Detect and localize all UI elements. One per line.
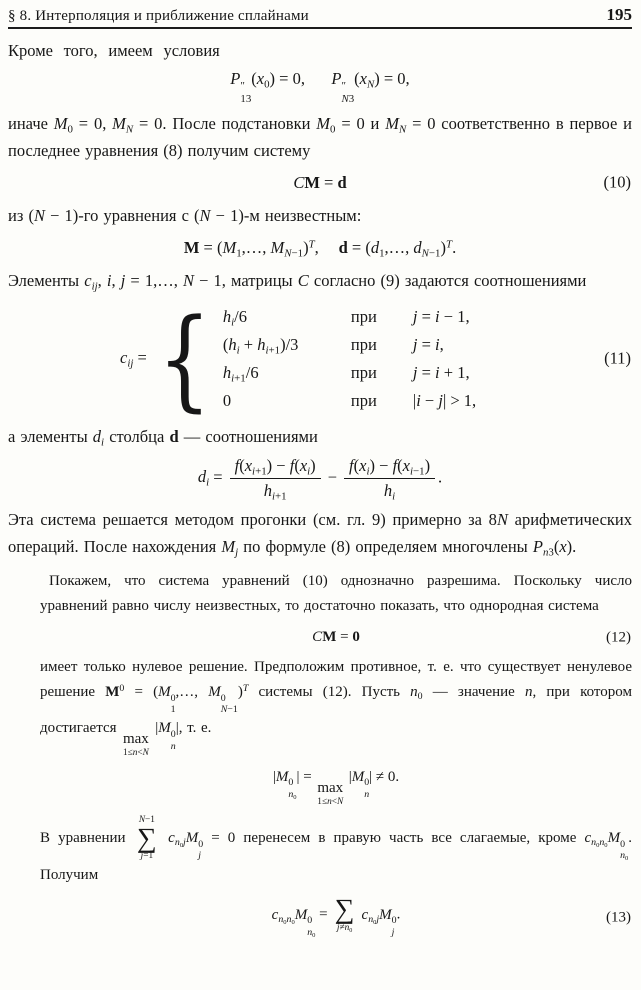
formula-content: P ″ 13 $(x_0) = 0$, P ″ N3 $(x_N) = 0$,: [230, 69, 410, 106]
formula-cm-equals-d: [8, 173, 632, 194]
formula-vectors: [8, 238, 632, 259]
equation-number-10: (10): [603, 172, 631, 192]
equation-number-13: (13): [606, 910, 631, 926]
cases-lhs: $c_{ij}$ =: [120, 348, 147, 370]
formula-di-fractions: [8, 455, 632, 502]
formula-max: [40, 768, 632, 807]
curly-brace-icon: {: [157, 295, 212, 423]
equation-number-11: (11): [604, 348, 631, 368]
cases-grid: $h_i/6$ при j = i − 1, $(h_i + h_{i+1})/3$ при j = i, $h_{i+1}/6$ при j = i + 1, 0 при |i − j| > 1,: [222, 306, 477, 410]
section-heading: § 8. Интерполяция и приближение сплайнами: [8, 8, 309, 24]
formula-content: $d_i$ = $\frac{f(x_{i+1}) - f(x_i)}{h_{i+1}}$ − $\frac{f(x_i) - f(x_{i-1})}{h_i}$ .: [197, 455, 443, 503]
formula-content: $M = (M_1,\dots$, $M_{N-1})^T$, $d = (d_1,\dots$, $d_{N-1})^T$.: [183, 237, 457, 260]
paragraph-otherwise: иначе $M_0 = 0$, $M_N = 0$. После подстановки $M_0 = 0$ и $M_N = 0$ соответственно в первое и последнее уравнения (8) получим систему: [8, 113, 632, 160]
equation-number-12: (12): [606, 629, 631, 646]
formula-content: [120, 295, 477, 423]
formula-cm-equals-0: [40, 628, 632, 647]
paragraph-d-elements: а элементы $d_i$ столбца d — соотношениями: [8, 426, 318, 449]
paragraph-show-unique: Покажем, что система уравнений (10) однозначно разрешима. Поскольку число уравнений равно числу неизвестных, то достаточно показать, что однородная система: [40, 573, 632, 615]
formula-content: $c_{n_0n_0}M$ 0 $n_0$ = ∑ $j\ne n_0$ $c_{n_0j}M$ 0 j .: [271, 893, 401, 940]
paragraph-system-solving: Эта система решается методом прогонки (см. гл. 9) примерно за 8N арифметических операций. После нахождения $M_j$ по формуле (8) определяем многочлены $P_{n3}(x)$.: [8, 510, 633, 559]
formula-content: CM = d: [293, 172, 347, 192]
paragraph-matrix-elements: Элементы $c_{ij}$, i, j = 1,…, N − 1, матрицы C согласно (9) задаются соотношениями: [8, 270, 587, 293]
paragraph-equation-sum: В уравнении N−1 ∑ j=1 $c_{n_0j}M$ 0 j = 0 перенесем в правую часть все слагаемые, кроме $c_{n_0n_0}M$ 0 $n_0$ . Получим: [40, 815, 633, 883]
formula-content: |M 0 $n_0$ | = max 1≤n<N |M 0 n | ≠ 0.: [272, 768, 400, 807]
paragraph-intro: Кроме того, имеем условия: [8, 41, 220, 60]
paragraph-from-equation: из (N − 1)-го уравнения с (N − 1)-м неизвестным:: [8, 205, 362, 225]
paragraph-zero-solution: имеет только нулевое решение. Предположим противное, т. е. что существует ненулевое решение $M^0 = (M$ 0 1 ,…, M 0 N−1 )$^T$ системы (12). Пусть $n_0$ — значение n, при котором достигается max 1≤n<N |M 0 n |, т. е.: [40, 659, 632, 759]
page-number: 195: [606, 5, 632, 24]
formula-boundary-conditions: [8, 69, 632, 106]
formula-content: CM = 0: [312, 629, 360, 646]
page-header: [8, 4, 632, 29]
formula-13: [40, 893, 632, 940]
fine-print-section: [40, 569, 632, 939]
formula-piecewise-cases: [8, 295, 632, 423]
